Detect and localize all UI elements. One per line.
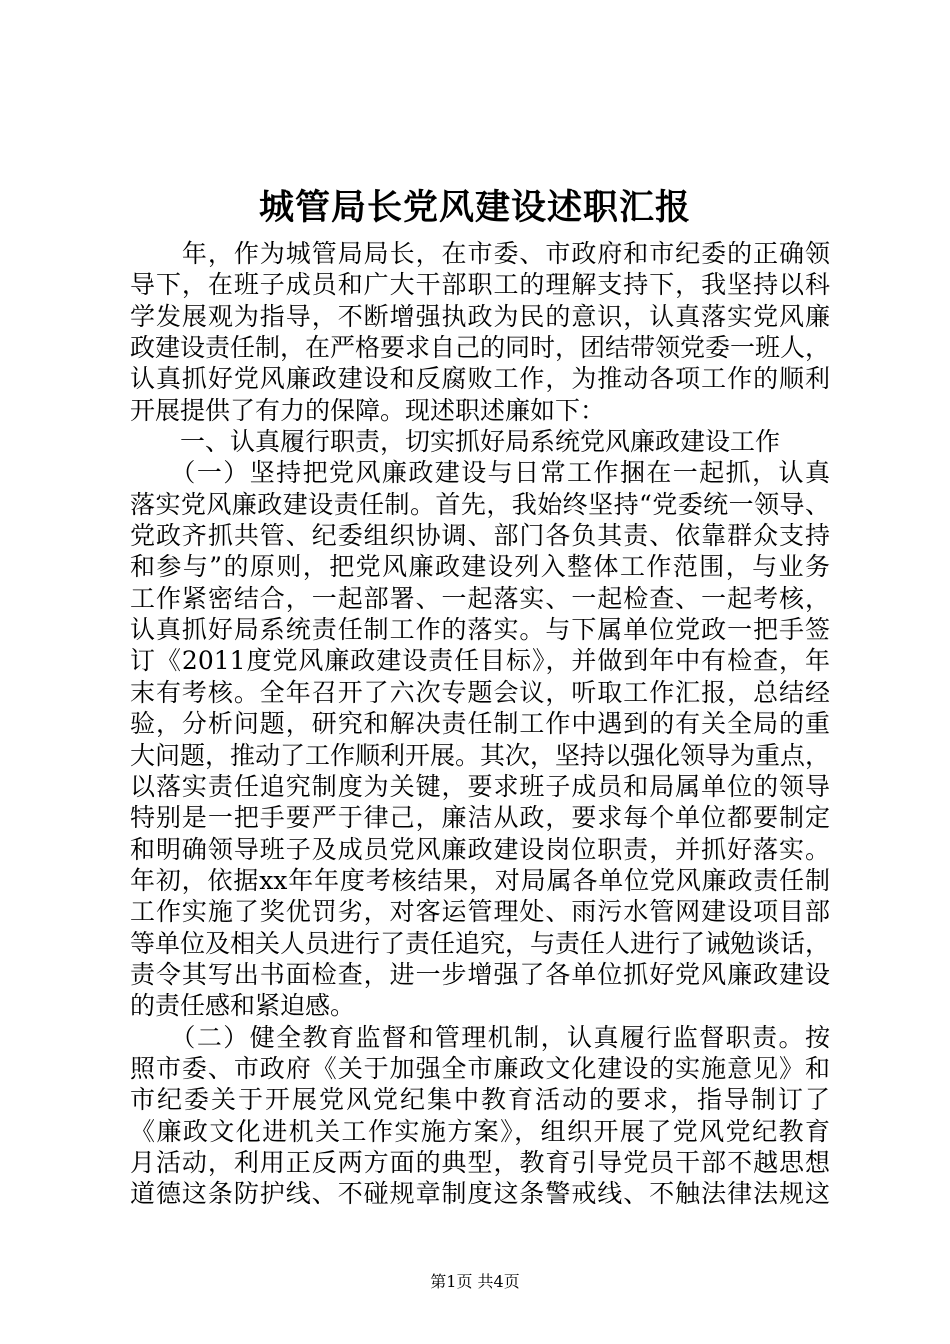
body-line: 照市委、市政府《关于加强全市廉政文化建设的实施意见》和 — [130, 1053, 830, 1083]
body-line: 的责任感和紧迫感。 — [130, 991, 356, 1021]
body-line: 市纪委关于开展党风党纪集中教育活动的要求，指导制订了 — [130, 1085, 830, 1115]
body-line: 导下，在班子成员和广大干部职工的理解支持下，我坚持以科 — [130, 270, 830, 300]
body-line: 党政齐抓共管、纪委组织协调、部门各负其责、依靠群众支持 — [130, 521, 830, 551]
body-line: 订《2011度党风廉政建设责任目标》，并做到年中有检查，年 — [130, 646, 830, 676]
body-line: 开展提供了有力的保障。现述职述廉如下： — [130, 395, 606, 425]
body-line: 工作实施了奖优罚劣，对客运管理处、雨污水管网建设项目部 — [130, 897, 830, 927]
body-line: 政建设责任制，在严格要求自己的同时，团结带领党委一班人， — [130, 333, 830, 363]
body-line: 年，作为城管局局长，在市委、市政府和市纪委的正确领 — [130, 239, 830, 268]
body-line: 《廉政文化进机关工作实施方案》，组织开展了党风党纪教育 — [130, 1116, 830, 1146]
body-line: 认真抓好局系统责任制工作的落实。与下属单位党政一把手签 — [130, 615, 830, 645]
body-line: 末有考核。全年召开了六次专题会议，听取工作汇报，总结经 — [130, 677, 830, 707]
body-line: 验，分析问题，研究和解决责任制工作中遇到的有关全局的重 — [130, 709, 830, 739]
body-line: 月活动，利用正反两方面的典型，教育引导党员干部不越思想 — [130, 1147, 830, 1177]
section-heading: 一、认真履行职责，切实抓好局系统党风廉政建设工作 — [130, 427, 781, 457]
body-line: 认真抓好党风廉政建设和反腐败工作，为推动各项工作的顺利 — [130, 364, 830, 394]
document-body — [130, 238, 830, 1210]
body-line: 学发展观为指导，不断增强执政为民的意识，认真落实党风廉 — [130, 301, 830, 331]
body-line: 大问题，推动了工作顺利开展。其次，坚持以强化领导为重点， — [130, 740, 830, 770]
body-line: （一）坚持把党风廉政建设与日常工作捆在一起抓，认真 — [130, 458, 830, 488]
body-line: 年初，依据xx年年度考核结果，对局属各单位党风廉政责任制 — [130, 865, 830, 895]
body-line: 以落实责任追究制度为关键，要求班子成员和局属单位的领导 — [130, 771, 830, 801]
body-line: 工作紧密结合，一起部署、一起落实、一起检查、一起考核， — [130, 583, 830, 613]
body-line: 特别是一把手要严于律己，廉洁从政，要求每个单位都要制定 — [130, 803, 830, 833]
body-line: （二）健全教育监督和管理机制，认真履行监督职责。按 — [130, 1022, 830, 1052]
document-title: 城管局长党风建设述职汇报 — [258, 187, 691, 228]
body-line: 责令其写出书面检查，进一步增强了各单位抓好党风廉政建设 — [130, 959, 830, 989]
body-line: 落实党风廉政建设责任制。首先，我始终坚持“党委统一领导、 — [130, 489, 830, 519]
body-line: 道德这条防护线、不碰规章制度这条警戒线、不触法律法规这 — [130, 1179, 830, 1209]
page-footer: 第1页 共4页 — [430, 1272, 520, 1291]
body-line: 和参与”的原则，把党风廉政建设列入整体工作范围，与业务 — [130, 552, 830, 582]
body-line: 和明确领导班子及成员党风廉政建设岗位职责，并抓好落实。 — [130, 834, 830, 864]
body-line: 等单位及相关人员进行了责任追究，与责任人进行了诫勉谈话， — [130, 928, 830, 958]
